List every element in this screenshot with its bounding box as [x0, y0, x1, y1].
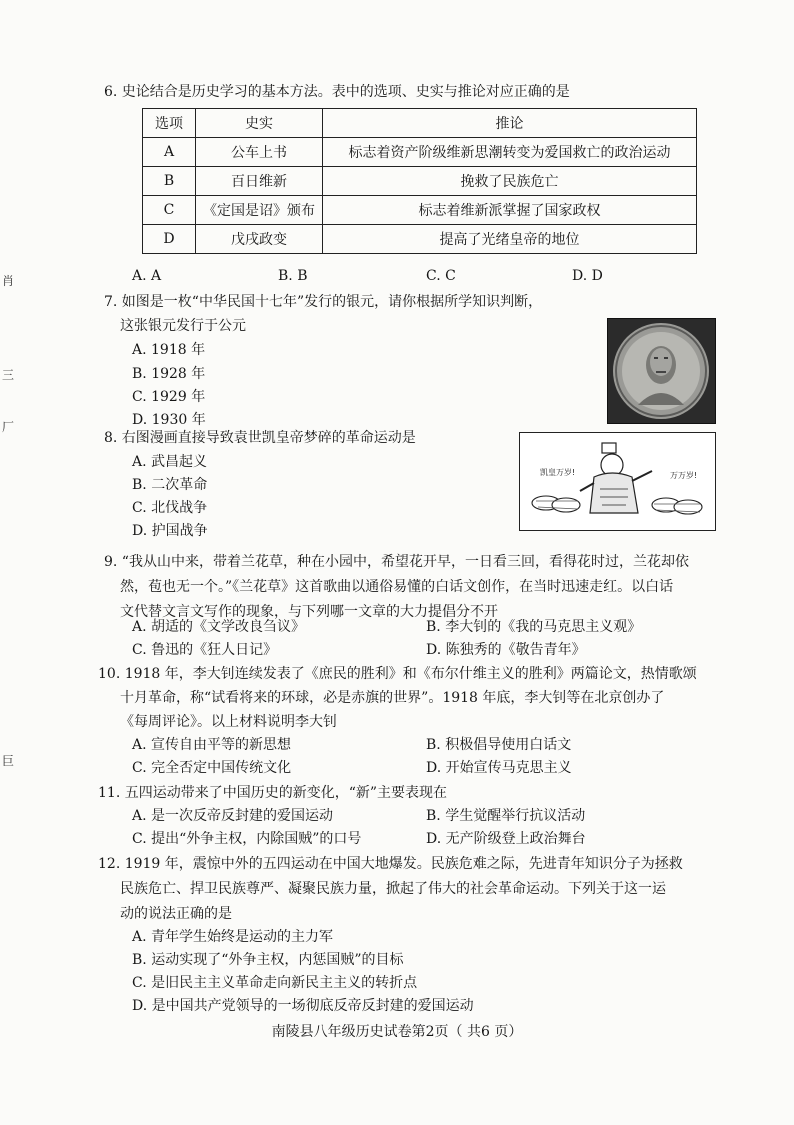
table-row	[143, 167, 697, 196]
table-cell: 标志着资产阶级维新思潮转变为爱国救亡的政治运动	[323, 138, 697, 167]
cartoon-illustration	[520, 433, 715, 530]
q12-option-b: B. 运动实现了“外争主权，内惩国贼”的目标	[132, 952, 404, 968]
q12-stem: 12. 1919 年，震惊中外的五四运动在中国大地爆发。民族危难之际，先进青年知识分子为拯救	[98, 856, 683, 872]
table-cell: 《定国是诏》颁布	[196, 196, 323, 225]
table-cell: 标志着维新派掌握了国家政权	[323, 196, 697, 225]
q11-option-b: B. 学生觉醒举行抗议活动	[426, 808, 586, 824]
binding-mark: 巨	[2, 754, 15, 768]
table-row	[143, 225, 697, 254]
q12-stem-cont-2: 动的说法正确的是	[120, 906, 232, 922]
yuan-shikai-cartoon	[519, 432, 716, 531]
binding-mark: 厂	[2, 420, 15, 434]
q12-option-a: A. 青年学生始终是运动的主力军	[132, 929, 334, 945]
q7-stem-cont: 这张银元发行于公元	[120, 318, 246, 334]
q9-option-a: A. 胡适的《文学改良刍议》	[132, 619, 306, 635]
q8-option-c: C. 北伐战争	[132, 500, 208, 516]
table-cell: 提高了光绪皇帝的地位	[323, 225, 697, 254]
q10-option-b: B. 积极倡导使用白话文	[426, 737, 572, 753]
table-cell: 公车上书	[196, 138, 323, 167]
q8-option-a: A. 武昌起义	[132, 454, 208, 470]
q9-stem-cont-2: 文代替文言文写作的现象，与下列哪一文章的大力提倡分不开	[120, 604, 498, 620]
q10-option-a: A. 宣传自由平等的新思想	[132, 737, 292, 753]
table-cell: A	[143, 138, 196, 167]
cartoon-left-caption: 凯皇万岁!	[540, 468, 576, 477]
table-header-cell: 史实	[196, 109, 323, 138]
binding-mark: 肖	[2, 274, 15, 288]
q6-option-d: D. D	[572, 268, 603, 284]
q11-option-a: A. 是一次反帝反封建的爱国运动	[132, 808, 334, 824]
q10-stem-cont-1: 十月革命，称“试看将来的环球，必是赤旗的世界”。1918 年底，李大钊等在北京创办了	[120, 690, 665, 706]
table-header-row	[143, 109, 697, 138]
q12-stem-cont-1: 民族危亡、捍卫民族尊严、凝聚民族力量，掀起了伟大的社会革命运动。下列关于这一运	[120, 881, 666, 897]
table-cell: 挽救了民族危亡	[323, 167, 697, 196]
q6-option-b: B. B	[278, 268, 308, 284]
q11-stem: 11. 五四运动带来了中国历史的新变化，“新”主要表现在	[98, 785, 448, 801]
table-row	[143, 196, 697, 225]
table-header-cell: 推论	[323, 109, 697, 138]
q11-option-d: D. 无产阶级登上政治舞台	[426, 831, 586, 847]
q6-option-a: A. A	[132, 268, 162, 284]
q7-stem: 7. 如图是一枚“中华民国十七年”发行的银元，请你根据所学知识判断，	[104, 294, 543, 310]
table-cell: D	[143, 225, 196, 254]
q8-option-b: B. 二次革命	[132, 477, 208, 493]
q7-option-a: A. 1918 年	[132, 342, 206, 358]
q9-option-d: D. 陈独秀的《敬告青年》	[426, 642, 586, 658]
q11-option-c: C. 提出“外争主权，内除国贼”的口号	[132, 831, 362, 847]
q6-table	[142, 108, 697, 254]
cartoon-right-caption: 万万岁!	[670, 471, 698, 480]
q9-stem: 9. “我从山中来，带着兰花草，种在小园中，希望花开早，一日看三回，看得花时过，兰花却依	[104, 554, 689, 570]
q7-option-c: C. 1929 年	[132, 389, 206, 405]
q8-stem: 8. 右图漫画直接导致袁世凯皇帝梦碎的革命运动是	[104, 430, 416, 446]
table-row	[143, 138, 697, 167]
q6-option-c: C. C	[426, 268, 456, 284]
binding-mark: 三	[2, 368, 15, 382]
q12-option-d: D. 是中国共产党领导的一场彻底反帝反封建的爱国运动	[132, 998, 474, 1014]
table-cell: C	[143, 196, 196, 225]
coin-illustration	[608, 319, 715, 423]
q6-stem: 6. 史论结合是历史学习的基本方法。表中的选项、史实与推论对应正确的是	[104, 84, 570, 100]
page-footer: 南陵县八年级历史试卷第2页（ 共6 页）	[271, 1024, 523, 1040]
silver-coin-image	[607, 318, 716, 424]
table-cell: B	[143, 167, 196, 196]
q8-option-d: D. 护国战争	[132, 523, 208, 539]
q7-option-b: B. 1928 年	[132, 366, 206, 382]
q9-option-c: C. 鲁迅的《狂人日记》	[132, 642, 278, 658]
q9-option-b: B. 李大钊的《我的马克思主义观》	[426, 619, 642, 635]
table-cell: 戊戌政变	[196, 225, 323, 254]
q10-option-d: D. 开始宣传马克思主义	[426, 760, 572, 776]
q10-option-c: C. 完全否定中国传统文化	[132, 760, 292, 776]
q10-stem-cont-2: 《每周评论》。以上材料说明李大钊	[120, 714, 337, 730]
q12-option-c: C. 是旧民主主义革命走向新民主主义的转折点	[132, 975, 418, 991]
q9-stem-cont-1: 然，苞也无一个。”《兰花草》这首歌曲以通俗易懂的白话文创作，在当时迅速走红。以白话	[120, 579, 674, 595]
table-cell: 百日维新	[196, 167, 323, 196]
table-header-cell: 选项	[143, 109, 196, 138]
q10-stem: 10. 1918 年，李大钊连续发表了《庶民的胜利》和《布尔什维主义的胜利》两篇论文，热情歌颂	[98, 666, 697, 682]
q7-option-d: D. 1930 年	[132, 412, 206, 428]
